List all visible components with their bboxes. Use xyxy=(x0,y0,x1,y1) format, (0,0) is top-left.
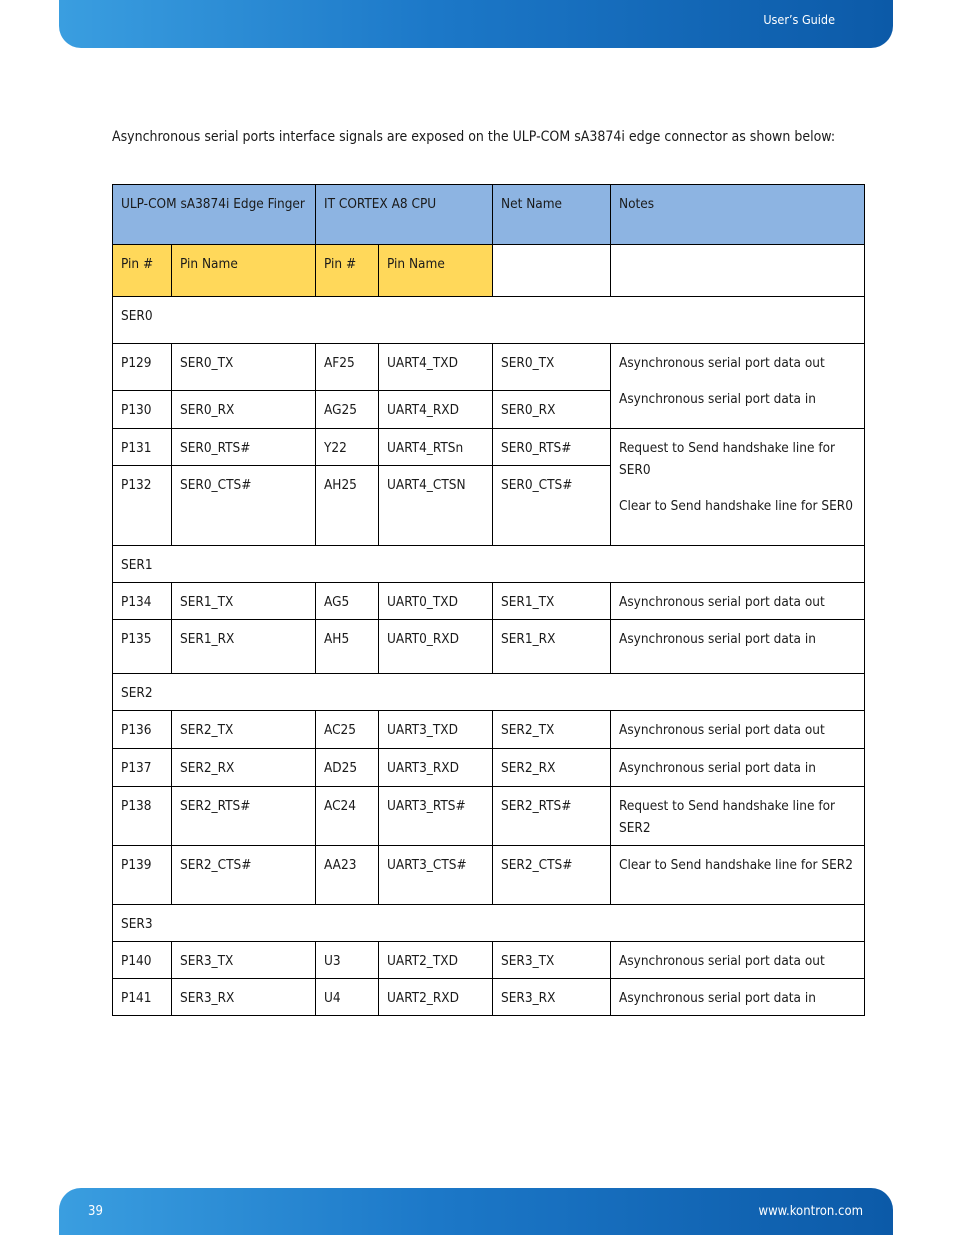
cpu-pin-cell: AG25 xyxy=(316,391,379,429)
pin-cell: P140 xyxy=(113,942,172,979)
table-header-row xyxy=(113,185,865,245)
pin-name-cell: SER0_RTS# xyxy=(172,429,316,466)
notes-cell: Asynchronous serial port data out xyxy=(611,711,865,749)
cpu-pin-name-cell: UART3_RTS# xyxy=(379,787,493,846)
table-row xyxy=(113,583,865,620)
table-row xyxy=(113,711,865,749)
net-name-cell: SER3_RX xyxy=(493,979,611,1016)
group-label: SER0 xyxy=(113,297,865,344)
pin-name-cell: SER0_RX xyxy=(172,391,316,429)
cpu-pin-cell: AF25 xyxy=(316,344,379,391)
pin-name-cell: SER3_TX xyxy=(172,942,316,979)
cpu-pin-cell: AC25 xyxy=(316,711,379,749)
note-text: Asynchronous serial port data in xyxy=(619,391,816,407)
net-name-cell: SER2_RX xyxy=(493,749,611,787)
net-name-cell: SER2_TX xyxy=(493,711,611,749)
group-label: SER1 xyxy=(113,546,865,583)
pin-name-cell: SER0_CTS# xyxy=(172,466,316,546)
note-text: Request to Send handshake line for SER0 xyxy=(619,440,836,478)
subheader-cpu-pin: Pin # xyxy=(316,245,379,297)
cpu-pin-name-cell: UART0_TXD xyxy=(379,583,493,620)
cpu-pin-name-cell: UART3_CTS# xyxy=(379,846,493,905)
subheader-empty xyxy=(611,245,865,297)
table-row xyxy=(113,787,865,846)
cpu-pin-name-cell: UART4_RTSn xyxy=(379,429,493,466)
header-cpu: IT CORTEX A8 CPU xyxy=(316,185,493,245)
table-row xyxy=(113,429,865,466)
pin-name-cell: SER2_RX xyxy=(172,749,316,787)
table-row xyxy=(113,942,865,979)
net-name-cell: SER3_TX xyxy=(493,942,611,979)
header-title: User’s Guide xyxy=(763,12,835,27)
pin-name-cell: SER0_TX xyxy=(172,344,316,391)
cpu-pin-cell: U3 xyxy=(316,942,379,979)
cpu-pin-name-cell: UART2_TXD xyxy=(379,942,493,979)
page-number: 39 xyxy=(88,1204,103,1219)
cpu-pin-name-cell: UART4_RXD xyxy=(379,391,493,429)
net-name-cell: SER0_CTS# xyxy=(493,466,611,546)
notes-cell xyxy=(611,344,865,429)
pin-cell: P138 xyxy=(113,787,172,846)
pin-cell: P132 xyxy=(113,466,172,546)
intro-paragraph: Asynchronous serial ports interface signals are exposed on the ULP-COM sA3874i edge connector as shown below: xyxy=(112,129,836,145)
header-edge-finger: ULP-COM sA3874i Edge Finger xyxy=(113,185,316,245)
pin-cell: P137 xyxy=(113,749,172,787)
notes-cell: Asynchronous serial port data in xyxy=(611,979,865,1016)
cpu-pin-cell: AH25 xyxy=(316,466,379,546)
table-row xyxy=(113,749,865,787)
cpu-pin-cell: AA23 xyxy=(316,846,379,905)
cpu-pin-cell: AH5 xyxy=(316,620,379,674)
cpu-pin-name-cell: UART4_TXD xyxy=(379,344,493,391)
notes-cell: Asynchronous serial port data in xyxy=(611,749,865,787)
pin-cell: P131 xyxy=(113,429,172,466)
notes-cell: Asynchronous serial port data in xyxy=(611,620,865,674)
group-label: SER3 xyxy=(113,905,865,942)
cpu-pin-name-cell: UART3_TXD xyxy=(379,711,493,749)
pin-name-cell: SER2_CTS# xyxy=(172,846,316,905)
net-name-cell: SER1_TX xyxy=(493,583,611,620)
cpu-pin-cell: Y22 xyxy=(316,429,379,466)
group-row-ser3 xyxy=(113,905,865,942)
notes-cell: Asynchronous serial port data out xyxy=(611,583,865,620)
page-footer-bar xyxy=(59,1188,893,1235)
subheader-empty xyxy=(493,245,611,297)
header-notes: Notes xyxy=(611,185,865,245)
cpu-pin-cell: U4 xyxy=(316,979,379,1016)
pin-name-cell: SER1_RX xyxy=(172,620,316,674)
cpu-pin-cell: AC24 xyxy=(316,787,379,846)
subheader-cpu-pin-name: Pin Name xyxy=(379,245,493,297)
group-row-ser2 xyxy=(113,674,865,711)
note-text: Clear to Send handshake line for SER0 xyxy=(619,498,853,514)
pin-name-cell: SER3_RX xyxy=(172,979,316,1016)
pin-cell: P130 xyxy=(113,391,172,429)
serial-ports-table xyxy=(112,184,865,1016)
cpu-pin-name-cell: UART2_RXD xyxy=(379,979,493,1016)
subheader-pin-name: Pin Name xyxy=(172,245,316,297)
table-row xyxy=(113,620,865,674)
pin-cell: P139 xyxy=(113,846,172,905)
pin-cell: P134 xyxy=(113,583,172,620)
notes-cell xyxy=(611,429,865,546)
pin-cell: P135 xyxy=(113,620,172,674)
group-label: SER2 xyxy=(113,674,865,711)
group-row-ser1 xyxy=(113,546,865,583)
table-row xyxy=(113,846,865,905)
group-row-ser0 xyxy=(113,297,865,344)
pin-cell: P141 xyxy=(113,979,172,1016)
cpu-pin-name-cell: UART4_CTSN xyxy=(379,466,493,546)
notes-cell: Asynchronous serial port data out xyxy=(611,942,865,979)
pin-name-cell: SER2_TX xyxy=(172,711,316,749)
cpu-pin-name-cell: UART0_RXD xyxy=(379,620,493,674)
table-row xyxy=(113,979,865,1016)
notes-cell: Request to Send handshake line for SER2 xyxy=(611,787,865,846)
pin-name-cell: SER1_TX xyxy=(172,583,316,620)
pin-name-cell: SER2_RTS# xyxy=(172,787,316,846)
net-name-cell: SER0_RX xyxy=(493,391,611,429)
footer-url: www.kontron.com xyxy=(758,1204,863,1219)
pin-cell: P136 xyxy=(113,711,172,749)
table-subheader-row xyxy=(113,245,865,297)
net-name-cell: SER2_RTS# xyxy=(493,787,611,846)
note-text: Asynchronous serial port data out xyxy=(619,355,825,371)
net-name-cell: SER2_CTS# xyxy=(493,846,611,905)
page-header-bar xyxy=(59,0,893,48)
subheader-pin: Pin # xyxy=(113,245,172,297)
pin-cell: P129 xyxy=(113,344,172,391)
cpu-pin-cell: AG5 xyxy=(316,583,379,620)
cpu-pin-cell: AD25 xyxy=(316,749,379,787)
net-name-cell: SER0_TX xyxy=(493,344,611,391)
net-name-cell: SER0_RTS# xyxy=(493,429,611,466)
header-net-name: Net Name xyxy=(493,185,611,245)
cpu-pin-name-cell: UART3_RXD xyxy=(379,749,493,787)
notes-cell: Clear to Send handshake line for SER2 xyxy=(611,846,865,905)
table-row xyxy=(113,344,865,391)
net-name-cell: SER1_RX xyxy=(493,620,611,674)
